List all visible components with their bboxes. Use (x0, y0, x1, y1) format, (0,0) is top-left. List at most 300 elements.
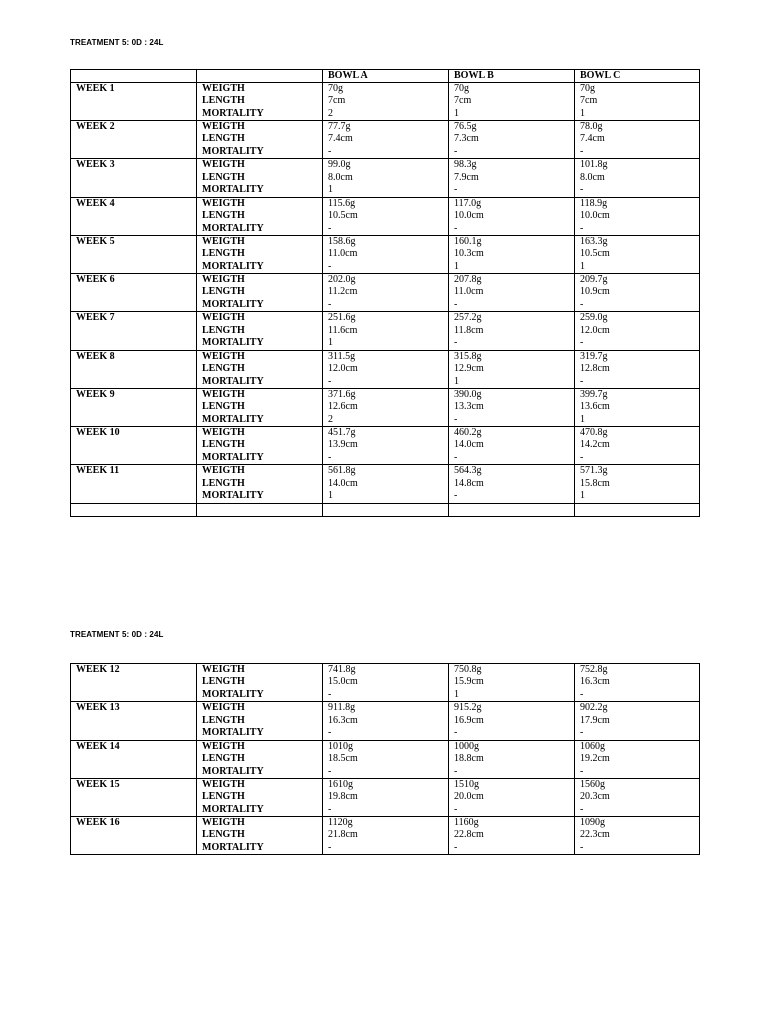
metric-label: LENGTH (197, 478, 323, 491)
growth-table-page-2 (70, 663, 700, 855)
value-cell: 20.0cm (449, 791, 575, 804)
empty-cell (71, 503, 197, 516)
week-label (71, 842, 197, 855)
value-cell: 22.8cm (449, 829, 575, 842)
week-label: WEEK 11 (71, 465, 197, 478)
value-cell: 12.8cm (575, 363, 700, 376)
value-cell: 101.8g (575, 159, 700, 172)
value-cell: 207.8g (449, 274, 575, 287)
value-cell: 7cm (449, 95, 575, 108)
metric-label: MORTALITY (197, 184, 323, 197)
table-row (71, 121, 700, 134)
value-cell: 10.5cm (323, 210, 449, 223)
value-cell: - (449, 299, 575, 312)
metric-label: LENGTH (197, 210, 323, 223)
value-cell: 15.0cm (323, 676, 449, 689)
week-label: WEEK 10 (71, 427, 197, 440)
table-row (71, 235, 700, 248)
metric-label: WEIGTH (197, 778, 323, 791)
week-label (71, 223, 197, 236)
value-cell: 1010g (323, 740, 449, 753)
metric-label: WEIGTH (197, 274, 323, 287)
value-cell: 77.7g (323, 121, 449, 134)
week-label (71, 210, 197, 223)
metric-label: LENGTH (197, 439, 323, 452)
week-label (71, 766, 197, 779)
week-label (71, 184, 197, 197)
metric-label: WEIGTH (197, 235, 323, 248)
table-row (71, 108, 700, 121)
value-cell: - (449, 727, 575, 740)
value-cell: 1 (323, 337, 449, 350)
week-label: WEEK 13 (71, 702, 197, 715)
value-cell: 7.4cm (575, 133, 700, 146)
value-cell: 1 (575, 108, 700, 121)
value-cell: 911.8g (323, 702, 449, 715)
value-cell: 371.6g (323, 388, 449, 401)
value-cell: - (575, 689, 700, 702)
value-cell: 15.9cm (449, 676, 575, 689)
value-cell: 1090g (575, 817, 700, 830)
value-cell: 76.5g (449, 121, 575, 134)
table-row (71, 465, 700, 478)
table-row (71, 337, 700, 350)
empty-cell (449, 503, 575, 516)
value-cell: 202.0g (323, 274, 449, 287)
week-label (71, 376, 197, 389)
value-cell: 399.7g (575, 388, 700, 401)
value-cell: 741.8g (323, 664, 449, 677)
value-cell: 460.2g (449, 427, 575, 440)
metric-label: MORTALITY (197, 490, 323, 503)
table-row (71, 159, 700, 172)
value-cell: 390.0g (449, 388, 575, 401)
value-cell: - (449, 337, 575, 350)
value-cell: - (323, 223, 449, 236)
week-label (71, 261, 197, 274)
table-row (71, 197, 700, 210)
header-bowl-a: BOWL A (323, 70, 449, 83)
metric-label: LENGTH (197, 715, 323, 728)
metric-label: WEIGTH (197, 197, 323, 210)
table-row (71, 664, 700, 677)
week-label (71, 172, 197, 185)
week-label (71, 676, 197, 689)
value-cell: 70g (323, 82, 449, 95)
week-label: WEEK 14 (71, 740, 197, 753)
value-cell: 21.8cm (323, 829, 449, 842)
table-row (71, 274, 700, 287)
value-cell: 1120g (323, 817, 449, 830)
metric-label: MORTALITY (197, 414, 323, 427)
metric-label: LENGTH (197, 325, 323, 338)
value-cell: 1 (449, 689, 575, 702)
week-label (71, 452, 197, 465)
table-row (71, 261, 700, 274)
value-cell: - (323, 146, 449, 159)
table-body (71, 664, 700, 855)
value-cell: 11.8cm (449, 325, 575, 338)
value-cell: 16.3cm (323, 715, 449, 728)
value-cell: 14.0cm (449, 439, 575, 452)
table-row (71, 452, 700, 465)
value-cell: 98.3g (449, 159, 575, 172)
table-row (71, 829, 700, 842)
value-cell: - (575, 299, 700, 312)
metric-label: WEIGTH (197, 350, 323, 363)
value-cell: 259.0g (575, 312, 700, 325)
table-row (71, 791, 700, 804)
week-label (71, 286, 197, 299)
value-cell: 12.0cm (575, 325, 700, 338)
value-cell: - (575, 452, 700, 465)
value-cell: 902.2g (575, 702, 700, 715)
table-row (71, 439, 700, 452)
metric-label: LENGTH (197, 172, 323, 185)
week-label (71, 146, 197, 159)
table-row (71, 146, 700, 159)
table-row (71, 689, 700, 702)
week-label (71, 325, 197, 338)
metric-label: MORTALITY (197, 727, 323, 740)
value-cell: 13.9cm (323, 439, 449, 452)
week-label (71, 133, 197, 146)
week-label (71, 95, 197, 108)
value-cell: - (575, 766, 700, 779)
value-cell: 7cm (323, 95, 449, 108)
value-cell: 99.0g (323, 159, 449, 172)
value-cell: 117.0g (449, 197, 575, 210)
value-cell: 1 (323, 490, 449, 503)
value-cell: 10.0cm (575, 210, 700, 223)
value-cell: 571.3g (575, 465, 700, 478)
value-cell: 319.7g (575, 350, 700, 363)
value-cell: 1 (575, 414, 700, 427)
value-cell: 1160g (449, 817, 575, 830)
value-cell: 12.9cm (449, 363, 575, 376)
value-cell: 163.3g (575, 235, 700, 248)
value-cell: 118.9g (575, 197, 700, 210)
value-cell: 16.3cm (575, 676, 700, 689)
table-row (71, 299, 700, 312)
value-cell: 12.0cm (323, 363, 449, 376)
table-row (71, 778, 700, 791)
week-label (71, 401, 197, 414)
metric-label: LENGTH (197, 791, 323, 804)
table-row (71, 842, 700, 855)
value-cell: 14.8cm (449, 478, 575, 491)
value-cell: 915.2g (449, 702, 575, 715)
value-cell: 15.8cm (575, 478, 700, 491)
value-cell: 8.0cm (323, 172, 449, 185)
value-cell: 20.3cm (575, 791, 700, 804)
value-cell: - (323, 452, 449, 465)
week-label (71, 791, 197, 804)
value-cell: 1 (575, 261, 700, 274)
value-cell: 11.2cm (323, 286, 449, 299)
value-cell: 160.1g (449, 235, 575, 248)
metric-label: WEIGTH (197, 121, 323, 134)
value-cell: - (323, 376, 449, 389)
value-cell: 470.8g (575, 427, 700, 440)
value-cell: 7.4cm (323, 133, 449, 146)
value-cell: 315.8g (449, 350, 575, 363)
table-row (71, 766, 700, 779)
value-cell: - (323, 842, 449, 855)
metric-label: MORTALITY (197, 299, 323, 312)
value-cell: 10.0cm (449, 210, 575, 223)
metric-label: WEIGTH (197, 388, 323, 401)
table-row (71, 325, 700, 338)
value-cell: - (575, 146, 700, 159)
week-label (71, 337, 197, 350)
week-label (71, 363, 197, 376)
empty-cell (575, 503, 700, 516)
table-body (71, 82, 700, 516)
value-cell: - (575, 376, 700, 389)
header-bowl-c: BOWL C (575, 70, 700, 83)
value-cell: - (449, 223, 575, 236)
value-cell: 561.8g (323, 465, 449, 478)
metric-label: MORTALITY (197, 804, 323, 817)
week-label: WEEK 2 (71, 121, 197, 134)
week-label (71, 299, 197, 312)
value-cell: 1610g (323, 778, 449, 791)
value-cell: - (449, 452, 575, 465)
value-cell: - (323, 766, 449, 779)
value-cell: 752.8g (575, 664, 700, 677)
table-row (71, 350, 700, 363)
week-label (71, 414, 197, 427)
value-cell: 10.5cm (575, 248, 700, 261)
week-label: WEEK 4 (71, 197, 197, 210)
metric-label: MORTALITY (197, 146, 323, 159)
value-cell: 251.6g (323, 312, 449, 325)
metric-label: MORTALITY (197, 842, 323, 855)
value-cell: - (575, 184, 700, 197)
value-cell: - (449, 414, 575, 427)
week-label (71, 829, 197, 842)
table-row (71, 184, 700, 197)
metric-label: LENGTH (197, 829, 323, 842)
value-cell: 22.3cm (575, 829, 700, 842)
metric-label: LENGTH (197, 286, 323, 299)
value-cell: - (575, 337, 700, 350)
metric-label: WEIGTH (197, 817, 323, 830)
table-row (71, 804, 700, 817)
value-cell: 451.7g (323, 427, 449, 440)
table-row (71, 363, 700, 376)
week-label: WEEK 9 (71, 388, 197, 401)
metric-label: LENGTH (197, 676, 323, 689)
header-row (71, 70, 700, 83)
week-label (71, 689, 197, 702)
metric-label: WEIGTH (197, 427, 323, 440)
table-row (71, 210, 700, 223)
metric-label: WEIGTH (197, 312, 323, 325)
value-cell: 10.9cm (575, 286, 700, 299)
value-cell: 311.5g (323, 350, 449, 363)
table-row (71, 427, 700, 440)
metric-label: WEIGTH (197, 702, 323, 715)
value-cell: - (575, 727, 700, 740)
table-row (71, 676, 700, 689)
value-cell: - (323, 261, 449, 274)
value-cell: 7.3cm (449, 133, 575, 146)
empty-cell (323, 503, 449, 516)
value-cell: 1510g (449, 778, 575, 791)
value-cell: - (323, 689, 449, 702)
table-row (71, 490, 700, 503)
metric-label: WEIGTH (197, 82, 323, 95)
week-label: WEEK 1 (71, 82, 197, 95)
week-label (71, 478, 197, 491)
value-cell: - (575, 804, 700, 817)
metric-label: LENGTH (197, 753, 323, 766)
value-cell: 7.9cm (449, 172, 575, 185)
table-row (71, 172, 700, 185)
value-cell: - (449, 146, 575, 159)
header-cell (197, 70, 323, 83)
value-cell: 18.8cm (449, 753, 575, 766)
week-label (71, 490, 197, 503)
metric-label: WEIGTH (197, 740, 323, 753)
value-cell: 11.0cm (323, 248, 449, 261)
week-label: WEEK 12 (71, 664, 197, 677)
metric-label: LENGTH (197, 248, 323, 261)
week-label (71, 248, 197, 261)
value-cell: 2 (323, 108, 449, 121)
table-row (71, 478, 700, 491)
table-row (71, 414, 700, 427)
value-cell: 1 (449, 108, 575, 121)
metric-label: LENGTH (197, 401, 323, 414)
metric-label: MORTALITY (197, 261, 323, 274)
week-label (71, 108, 197, 121)
table-row (71, 740, 700, 753)
growth-table-page-1 (70, 69, 700, 517)
value-cell: 1 (449, 261, 575, 274)
week-label (71, 727, 197, 740)
value-cell: 158.6g (323, 235, 449, 248)
value-cell: 209.7g (575, 274, 700, 287)
value-cell: 1000g (449, 740, 575, 753)
week-label: WEEK 15 (71, 778, 197, 791)
metric-label: MORTALITY (197, 337, 323, 350)
value-cell: 13.3cm (449, 401, 575, 414)
value-cell: 14.2cm (575, 439, 700, 452)
metric-label: MORTALITY (197, 452, 323, 465)
metric-label: WEIGTH (197, 465, 323, 478)
week-label: WEEK 8 (71, 350, 197, 363)
value-cell: 14.0cm (323, 478, 449, 491)
table-row (71, 727, 700, 740)
value-cell: 19.2cm (575, 753, 700, 766)
week-label: WEEK 3 (71, 159, 197, 172)
value-cell: 564.3g (449, 465, 575, 478)
value-cell: 17.9cm (575, 715, 700, 728)
value-cell: - (323, 727, 449, 740)
section-title: TREATMENT 5: 0D : 24L (70, 630, 164, 639)
week-label (71, 753, 197, 766)
week-label (71, 439, 197, 452)
value-cell: - (575, 223, 700, 236)
metric-label: MORTALITY (197, 766, 323, 779)
value-cell: 10.3cm (449, 248, 575, 261)
value-cell: 78.0g (575, 121, 700, 134)
week-label: WEEK 5 (71, 235, 197, 248)
table-row (71, 817, 700, 830)
value-cell: 19.8cm (323, 791, 449, 804)
section-title: TREATMENT 5: 0D : 24L (70, 38, 164, 47)
value-cell: 13.6cm (575, 401, 700, 414)
value-cell: 2 (323, 414, 449, 427)
value-cell: 11.0cm (449, 286, 575, 299)
table-row (71, 312, 700, 325)
value-cell: 70g (449, 82, 575, 95)
week-label (71, 804, 197, 817)
table-row (71, 82, 700, 95)
week-label (71, 715, 197, 728)
value-cell: 8.0cm (575, 172, 700, 185)
value-cell: 1060g (575, 740, 700, 753)
value-cell: - (449, 490, 575, 503)
value-cell: 115.6g (323, 197, 449, 210)
header-cell (71, 70, 197, 83)
value-cell: 1 (449, 376, 575, 389)
week-label: WEEK 6 (71, 274, 197, 287)
empty-cell (197, 503, 323, 516)
table-row (71, 388, 700, 401)
value-cell: 7cm (575, 95, 700, 108)
value-cell: - (449, 766, 575, 779)
metric-label: MORTALITY (197, 689, 323, 702)
table-row (71, 753, 700, 766)
metric-label: LENGTH (197, 363, 323, 376)
metric-label: WEIGTH (197, 159, 323, 172)
value-cell: 1560g (575, 778, 700, 791)
value-cell: 750.8g (449, 664, 575, 677)
metric-label: LENGTH (197, 133, 323, 146)
metric-label: MORTALITY (197, 223, 323, 236)
table-row (71, 376, 700, 389)
week-label: WEEK 7 (71, 312, 197, 325)
metric-label: WEIGTH (197, 664, 323, 677)
metric-label: LENGTH (197, 95, 323, 108)
table-row (71, 223, 700, 236)
table-row (71, 248, 700, 261)
value-cell: - (449, 842, 575, 855)
value-cell: 16.9cm (449, 715, 575, 728)
value-cell: - (449, 184, 575, 197)
value-cell: 11.6cm (323, 325, 449, 338)
value-cell: - (323, 299, 449, 312)
empty-row (71, 503, 700, 516)
table-row (71, 286, 700, 299)
value-cell: 1 (323, 184, 449, 197)
week-label: WEEK 16 (71, 817, 197, 830)
value-cell: 70g (575, 82, 700, 95)
table-row (71, 401, 700, 414)
metric-label: MORTALITY (197, 376, 323, 389)
value-cell: - (449, 804, 575, 817)
table-row (71, 95, 700, 108)
table-row (71, 133, 700, 146)
header-bowl-b: BOWL B (449, 70, 575, 83)
value-cell: 257.2g (449, 312, 575, 325)
value-cell: - (575, 842, 700, 855)
value-cell: 18.5cm (323, 753, 449, 766)
